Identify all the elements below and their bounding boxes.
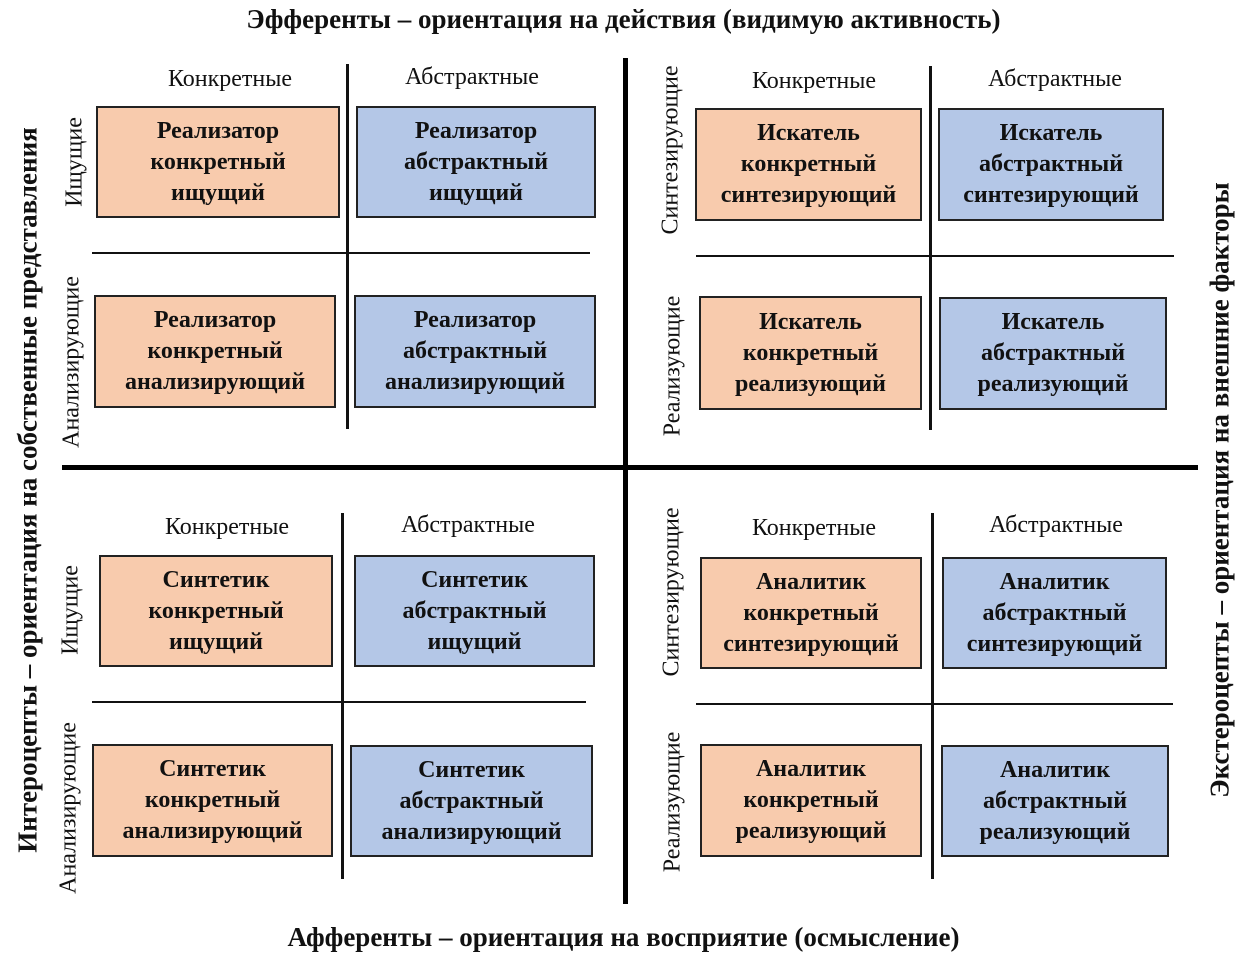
box-line: конкретный bbox=[743, 599, 879, 626]
box-line: реализующий bbox=[977, 371, 1129, 397]
row-label-seeking: Ищущие bbox=[57, 565, 84, 655]
box-line: Аналитик bbox=[755, 568, 867, 595]
type-box-synthesizer-concrete-seeking bbox=[99, 555, 333, 667]
box-line: анализирующий bbox=[124, 369, 306, 395]
row-label-realizing: Реализующие bbox=[659, 731, 686, 873]
right-axis-title: Экстероцепты – ориентация на внешние факторы bbox=[1204, 182, 1235, 798]
top-axis-title: Эфференты – ориентация на действия (видимую активность) bbox=[246, 4, 1001, 34]
box-line: синтезирующий bbox=[966, 630, 1143, 657]
row-label-seeking: Ищущие bbox=[61, 117, 88, 207]
column-label-abstract: Абстрактные bbox=[988, 66, 1122, 92]
quadrant-horizontal-divider bbox=[92, 701, 586, 703]
box-line: абстрактный bbox=[402, 597, 547, 624]
box-line: реализующий bbox=[735, 818, 887, 844]
box-line: синтезирующий bbox=[723, 630, 899, 657]
box-line: абстрактный bbox=[978, 151, 1124, 177]
left-axis-title: Интероцепты – ориентация на собственные представления bbox=[12, 127, 43, 853]
type-box-synthesizer-abstract-analyzing bbox=[350, 745, 593, 857]
box-line: Синтетик bbox=[159, 756, 266, 782]
type-box-realizer-abstract-analyzing bbox=[354, 295, 596, 408]
type-box-analyst-abstract-realizing bbox=[941, 745, 1169, 857]
box-line: ищущий bbox=[428, 179, 523, 206]
box-line: конкретный bbox=[742, 339, 879, 366]
column-label-concrete: Конкретные bbox=[164, 514, 290, 540]
box-line: анализирующий bbox=[381, 818, 562, 845]
type-box-analyst-abstract-synthesizing bbox=[942, 557, 1167, 669]
type-box-seeker-concrete-realizing bbox=[699, 296, 922, 410]
quadrant-vertical-divider bbox=[346, 64, 349, 429]
box-line: реализующий bbox=[979, 818, 1131, 845]
box-line: конкретный bbox=[150, 148, 286, 175]
box-line: абстрактный bbox=[403, 148, 549, 175]
box-line: Искатель bbox=[759, 308, 862, 335]
box-line: Синтетик bbox=[162, 566, 270, 593]
box-line: конкретный bbox=[147, 338, 283, 364]
quadrant-vertical-divider bbox=[929, 66, 932, 430]
box-line: конкретный bbox=[743, 787, 879, 813]
type-box-realizer-concrete-analyzing bbox=[94, 295, 336, 408]
box-line: абстрактный bbox=[982, 787, 1128, 814]
box-line: Аналитик bbox=[755, 756, 867, 782]
type-box-synthesizer-abstract-seeking bbox=[354, 555, 595, 667]
box-line: Аналитик bbox=[999, 756, 1111, 783]
box-line: анализирующий bbox=[384, 369, 566, 395]
type-box-synthesizer-concrete-analyzing bbox=[92, 744, 333, 857]
box-line: абстрактный bbox=[980, 340, 1126, 366]
type-box-realizer-concrete-seeking bbox=[96, 106, 340, 218]
quadrant-vertical-divider bbox=[931, 513, 934, 879]
quadrant-vertical-divider bbox=[341, 513, 344, 879]
column-label-abstract: Абстрактные bbox=[405, 64, 539, 90]
box-line: Синтетик bbox=[418, 756, 525, 783]
quadrant-horizontal-divider bbox=[696, 703, 1173, 705]
row-label-synthesizing: Синтезирующие bbox=[658, 507, 685, 677]
column-label-concrete: Конкретные bbox=[751, 515, 877, 541]
quadrant-horizontal-divider bbox=[696, 255, 1174, 257]
column-label-abstract: Абстрактные bbox=[401, 512, 535, 538]
box-line: Искатель bbox=[999, 120, 1103, 146]
main-horizontal-divider bbox=[62, 465, 1198, 470]
type-box-seeker-abstract-synthesizing bbox=[938, 108, 1164, 221]
quadrant-horizontal-divider bbox=[92, 252, 590, 254]
type-box-seeker-abstract-realizing bbox=[939, 297, 1167, 410]
bottom-axis-title: Афференты – ориентация на восприятие (осмысление) bbox=[287, 922, 960, 952]
box-line: Реализатор bbox=[153, 307, 277, 333]
type-box-analyst-concrete-synthesizing bbox=[700, 557, 922, 669]
box-line: Искатель bbox=[1001, 309, 1105, 335]
box-line: Искатель bbox=[757, 120, 860, 146]
box-line: конкретный bbox=[144, 787, 281, 813]
row-label-realizing: Реализующие bbox=[659, 295, 686, 437]
box-line: Синтетик bbox=[421, 566, 528, 593]
column-label-concrete: Конкретные bbox=[751, 68, 877, 94]
box-line: ищущий bbox=[168, 628, 263, 655]
type-box-realizer-abstract-seeking bbox=[356, 106, 596, 218]
box-line: Реализатор bbox=[413, 307, 537, 333]
column-label-abstract: Абстрактные bbox=[989, 512, 1123, 538]
main-vertical-divider bbox=[623, 58, 628, 904]
box-line: анализирующий bbox=[122, 818, 303, 844]
row-label-synthesizing: Синтезирующие bbox=[657, 65, 684, 235]
column-label-concrete: Конкретные bbox=[167, 66, 293, 92]
box-line: ищущий bbox=[427, 628, 522, 655]
box-line: абстрактный bbox=[399, 787, 544, 814]
type-box-seeker-concrete-synthesizing bbox=[695, 108, 922, 221]
row-label-analyzing: Анализирующие bbox=[55, 722, 82, 894]
box-line: синтезирующий bbox=[720, 182, 897, 208]
box-line: синтезирующий bbox=[963, 182, 1139, 208]
box-line: абстрактный bbox=[982, 599, 1127, 626]
box-line: Реализатор bbox=[414, 117, 538, 144]
box-line: абстрактный bbox=[402, 338, 548, 364]
box-line: конкретный bbox=[740, 151, 877, 177]
box-line: Аналитик bbox=[999, 568, 1110, 595]
type-box-analyst-concrete-realizing bbox=[700, 744, 922, 857]
row-label-analyzing: Анализирующие bbox=[58, 276, 85, 448]
box-line: реализующий bbox=[735, 370, 886, 397]
box-line: конкретный bbox=[148, 597, 284, 624]
box-line: ищущий bbox=[170, 179, 265, 206]
box-line: Реализатор bbox=[156, 117, 280, 144]
